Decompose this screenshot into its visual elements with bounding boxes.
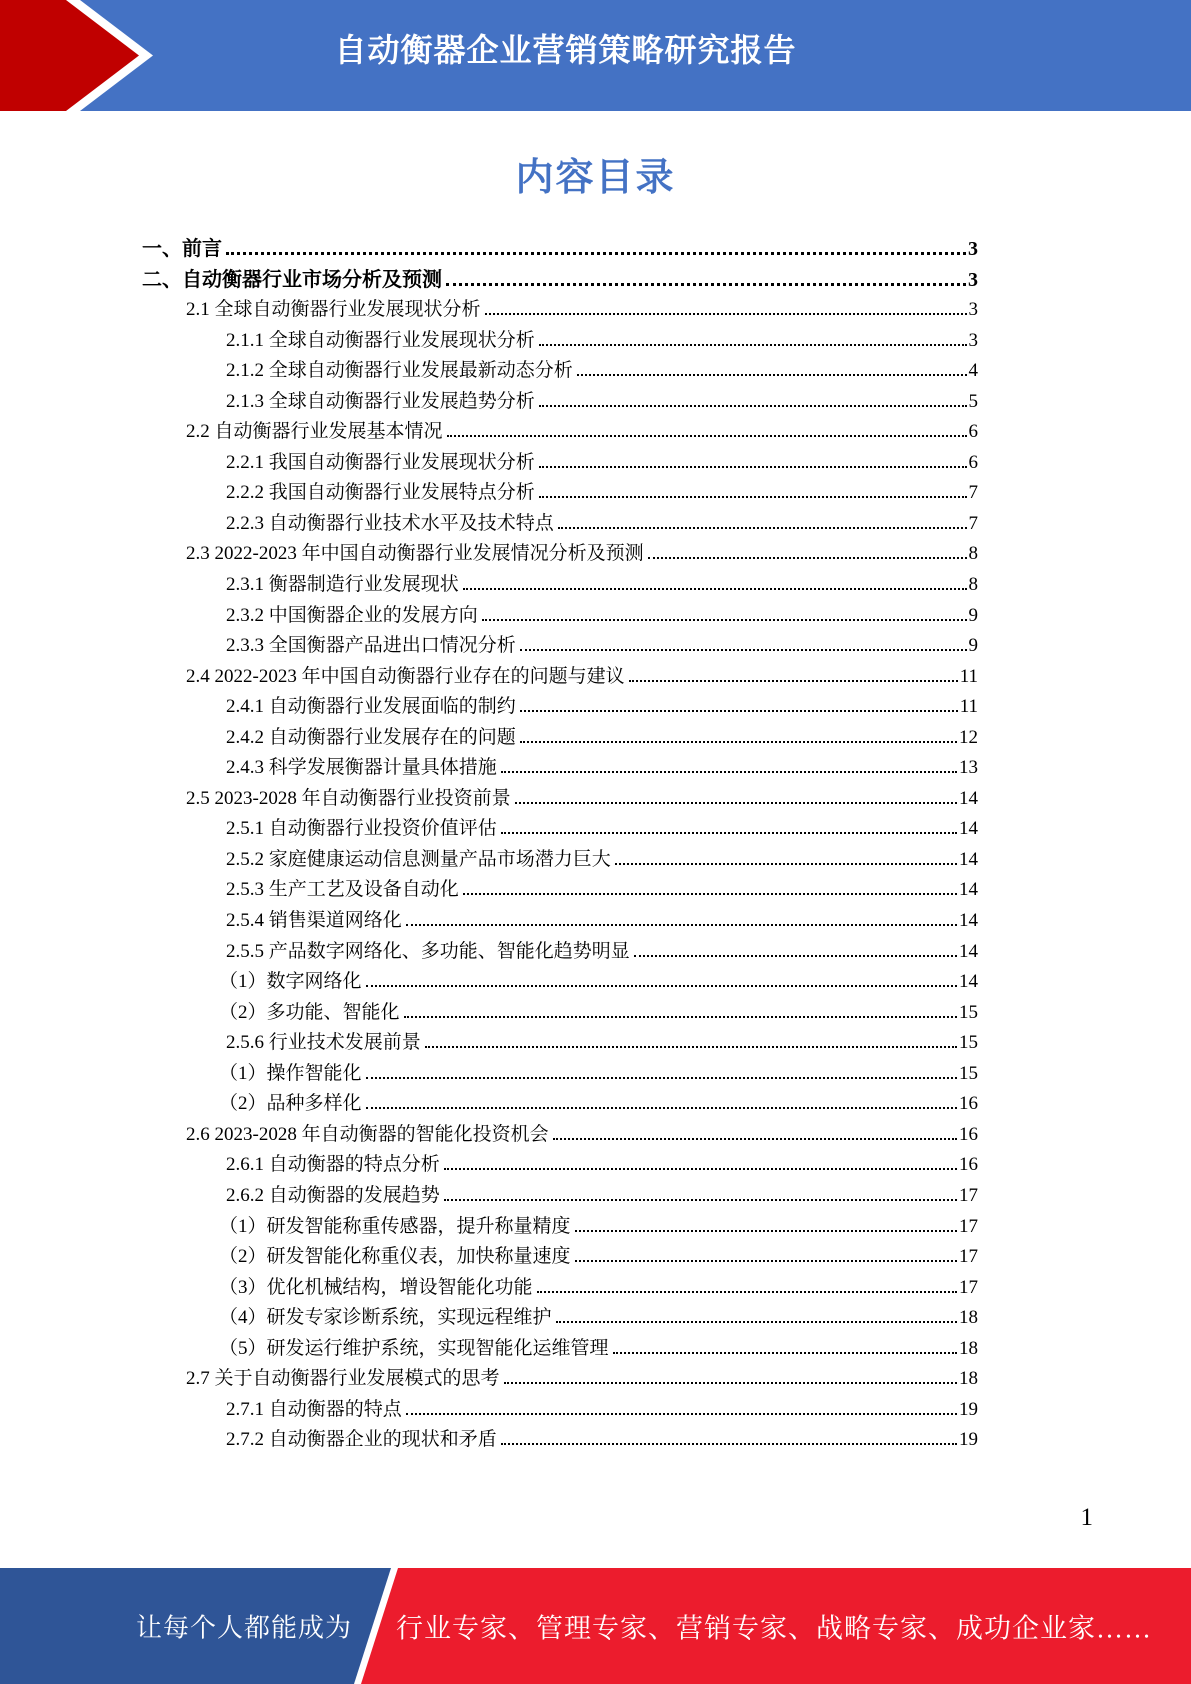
toc-entry[interactable] (142, 356, 978, 387)
toc-leader-dots (558, 527, 967, 529)
toc-entry[interactable] (142, 1303, 978, 1334)
toc-entry[interactable] (142, 1028, 978, 1059)
toc-entry[interactable] (142, 539, 978, 570)
toc-entry-label: 2.4.2 自动衡器行业发展存在的问题 (226, 726, 516, 748)
toc-entry[interactable] (142, 326, 978, 357)
toc-page-number: 18 (959, 1368, 978, 1390)
toc-leader-dots (482, 619, 967, 621)
toc-page-number: 7 (968, 482, 978, 504)
toc-entry-label: 2.1.1 全球自动衡器行业发展现状分析 (226, 329, 535, 351)
toc-entry[interactable] (142, 1212, 978, 1243)
toc-entry-label: 2.2.1 我国自动衡器行业发展现状分析 (226, 451, 535, 473)
toc-page-number: 8 (968, 543, 978, 565)
toc-leader-dots (404, 1016, 957, 1018)
toc-page-number: 9 (968, 635, 978, 657)
toc-entry[interactable] (142, 478, 978, 509)
toc-entry[interactable] (142, 265, 978, 296)
footer-slogan-left: 让每个人都能成为 (135, 1613, 352, 1643)
toc-page-number: 6 (968, 451, 978, 473)
toc-entry-label: （2）品种多样化 (219, 1093, 362, 1115)
toc-page-number: 14 (959, 910, 978, 932)
toc-page-number: 17 (959, 1184, 978, 1206)
toc-page-number: 8 (968, 574, 978, 596)
toc-entry[interactable] (142, 1089, 978, 1120)
toc-entry[interactable] (142, 417, 978, 448)
toc-page-number: 6 (968, 421, 978, 443)
toc-page-number: 15 (959, 1032, 978, 1054)
toc-leader-dots (485, 313, 967, 315)
toc-title: 内容目录 (515, 157, 676, 199)
toc-leader-dots (406, 924, 957, 926)
toc-entry[interactable] (142, 448, 978, 479)
toc-entry-label: 2.5.2 家庭健康运动信息测量产品市场潜力巨大 (226, 848, 611, 870)
toc-page-number: 7 (968, 512, 978, 534)
toc-page-number: 16 (959, 1123, 978, 1145)
toc-entry-label: 2.5.6 行业技术发展前景 (226, 1032, 421, 1054)
toc-page-number: 14 (959, 848, 978, 870)
toc-page-number: 13 (959, 757, 978, 779)
toc-entry[interactable] (142, 906, 978, 937)
toc-leader-dots (366, 1107, 957, 1109)
toc-entry[interactable] (142, 234, 978, 265)
toc-leader-dots (366, 985, 957, 987)
toc-entry-label: 2.7.2 自动衡器企业的现状和矛盾 (226, 1429, 497, 1451)
toc-leader-dots (501, 771, 957, 773)
toc-page-number: 3 (968, 299, 978, 321)
toc-leader-dots (539, 466, 967, 468)
toc-leader-dots (444, 1168, 957, 1170)
toc-leader-dots (504, 1382, 957, 1384)
toc-entry-label: 2.6.2 自动衡器的发展趋势 (226, 1184, 440, 1206)
toc-page-number: 12 (959, 726, 978, 748)
toc-leader-dots (648, 557, 967, 559)
toc-leader-dots (520, 649, 967, 651)
toc-entry-label: 2.1 全球自动衡器行业发展现状分析 (186, 299, 481, 321)
toc-leader-dots (425, 1046, 957, 1048)
toc-entry[interactable] (142, 1120, 978, 1151)
toc-page-number: 9 (968, 604, 978, 626)
toc-entry-label: 2.3.2 中国衡器企业的发展方向 (226, 604, 478, 626)
toc-page-number: 11 (959, 696, 978, 718)
toc-entry[interactable] (142, 875, 978, 906)
toc-leader-dots (446, 283, 966, 286)
toc-entry-label: 2.4 2022-2023 年中国自动衡器行业存在的问题与建议 (186, 665, 625, 687)
toc-entry-label: （1）研发智能称重传感器，提升称量精度 (219, 1215, 571, 1237)
toc-entry[interactable] (142, 1273, 978, 1304)
toc-page-number: 4 (968, 360, 978, 382)
toc-leader-dots (226, 252, 966, 255)
toc-entry-label: 2.3 2022-2023 年中国自动衡器行业发展情况分析及预测 (186, 543, 644, 565)
toc-leader-dots (515, 802, 957, 804)
toc-leader-dots (575, 1230, 957, 1232)
toc-entry[interactable] (142, 295, 978, 326)
toc-page-number: 17 (959, 1276, 978, 1298)
toc-entry[interactable] (142, 998, 978, 1029)
toc-entry[interactable] (142, 1150, 978, 1181)
toc-entry[interactable] (142, 1364, 978, 1395)
report-title: 自动衡器企业营销策略研究报告 (334, 31, 797, 68)
red-arrow-icon (0, 0, 160, 111)
toc-leader-dots (463, 893, 957, 895)
toc-leader-dots (629, 680, 958, 682)
toc-entry-label: （1）数字网络化 (219, 971, 362, 993)
toc-page-number: 3 (968, 268, 978, 291)
toc-entry[interactable] (142, 601, 978, 632)
toc-page-number: 18 (959, 1337, 978, 1359)
toc-entry-label: 2.5.1 自动衡器行业投资价值评估 (226, 818, 497, 840)
toc-entry-label: 2.2 自动衡器行业发展基本情况 (186, 421, 443, 443)
toc-page-number: 14 (959, 940, 978, 962)
toc-leader-dots (447, 435, 967, 437)
toc-entry[interactable] (142, 723, 978, 754)
toc-entry[interactable] (142, 814, 978, 845)
toc-entry-label: 2.1.2 全球自动衡器行业发展最新动态分析 (226, 360, 573, 382)
toc-entry-label: 二、自动衡器行业市场分析及预测 (142, 268, 442, 291)
toc-entry-label: （2）研发智能化称重仪表，加快称量速度 (219, 1246, 571, 1268)
toc-page-number: 15 (959, 1001, 978, 1023)
toc-leader-dots (520, 710, 958, 712)
toc-entry[interactable] (142, 387, 978, 418)
toc-entry-label: 2.3.1 衡器制造行业发展现状 (226, 574, 459, 596)
toc-leader-dots (577, 374, 967, 376)
toc-entry-label: 2.1.3 全球自动衡器行业发展趋势分析 (226, 390, 535, 412)
toc-entry[interactable] (142, 1181, 978, 1212)
toc-leader-dots (444, 1199, 957, 1201)
toc-entry[interactable] (142, 845, 978, 876)
toc-entry-label: 2.4.1 自动衡器行业发展面临的制约 (226, 696, 516, 718)
toc-leader-dots (539, 405, 967, 407)
toc-entry-label: 2.5.3 生产工艺及设备自动化 (226, 879, 459, 901)
toc-page-number: 3 (968, 329, 978, 351)
toc-leader-dots (553, 1138, 957, 1140)
toc-leader-dots (575, 1260, 957, 1262)
toc-entry[interactable] (142, 784, 978, 815)
toc-leader-dots (556, 1321, 957, 1323)
toc-leader-dots (539, 496, 967, 498)
toc-leader-dots (537, 1291, 957, 1293)
toc-page-number: 16 (959, 1154, 978, 1176)
toc-list (142, 234, 978, 1456)
toc-entry[interactable] (142, 1334, 978, 1365)
toc-leader-dots (539, 344, 967, 346)
toc-entry-label: 2.7 关于自动衡器行业发展模式的思考 (186, 1368, 500, 1390)
toc-page-number: 14 (959, 818, 978, 840)
toc-entry-label: （3）优化机械结构，增设智能化功能 (219, 1276, 533, 1298)
toc-entry[interactable] (142, 937, 978, 968)
toc-entry-label: 2.4.3 科学发展衡器计量具体措施 (226, 757, 497, 779)
toc-entry-label: 2.7.1 自动衡器的特点 (226, 1398, 402, 1420)
toc-entry[interactable] (142, 509, 978, 540)
toc-page-number: 19 (959, 1398, 978, 1420)
toc-leader-dots (634, 955, 957, 957)
toc-entry[interactable] (142, 692, 978, 723)
toc-entry-label: 2.5 2023-2028 年自动衡器行业投资前景 (186, 787, 511, 809)
toc-leader-dots (615, 863, 957, 865)
toc-entry-label: （5）研发运行维护系统，实现智能化运维管理 (219, 1337, 609, 1359)
toc-entry[interactable] (142, 967, 978, 998)
toc-entry[interactable] (142, 570, 978, 601)
toc-entry-label: （4）研发专家诊断系统，实现远程维护 (219, 1307, 552, 1329)
toc-entry-label: 2.6.1 自动衡器的特点分析 (226, 1154, 440, 1176)
toc-page-number: 16 (959, 1093, 978, 1115)
toc-leader-dots (613, 1352, 957, 1354)
toc-entry[interactable] (142, 1395, 978, 1426)
toc-entry[interactable] (142, 1425, 978, 1456)
toc-entry-label: 2.2.3 自动衡器行业技术水平及技术特点 (226, 512, 554, 534)
toc-entry-label: （2）多功能、智能化 (219, 1001, 400, 1023)
toc-page-number: 14 (959, 787, 978, 809)
footer-slogan-right: 行业专家、管理专家、营销专家、战略专家、成功企业家…… (396, 1613, 1152, 1644)
toc-leader-dots (406, 1413, 957, 1415)
toc-entry[interactable] (142, 753, 978, 784)
toc-entry-label: （1）操作智能化 (219, 1062, 362, 1084)
toc-page-number: 15 (959, 1062, 978, 1084)
toc-page-number: 3 (968, 238, 978, 260)
toc-entry-label: 2.3.3 全国衡器产品进出口情况分析 (226, 635, 516, 657)
toc-entry[interactable] (142, 631, 978, 662)
toc-page-number: 17 (959, 1215, 978, 1237)
toc-leader-dots (501, 832, 957, 834)
toc-entry-label: 2.5.4 销售渠道网络化 (226, 910, 402, 932)
toc-page-number: 5 (968, 390, 978, 412)
toc-entry-label: 2.6 2023-2028 年自动衡器的智能化投资机会 (186, 1123, 549, 1145)
toc-entry[interactable] (142, 1242, 978, 1273)
page-number: 1 (1080, 1504, 1093, 1531)
toc-page-number: 17 (959, 1246, 978, 1268)
footer-banner (0, 1568, 1191, 1684)
toc-entry-label: 2.5.5 产品数字网络化、多功能、智能化趋势明显 (226, 940, 630, 962)
toc-leader-dots (501, 1443, 957, 1445)
toc-page-number: 14 (959, 971, 978, 993)
header-banner (0, 0, 1191, 111)
toc-entry[interactable] (142, 662, 978, 693)
toc-entry-label: 2.2.2 我国自动衡器行业发展特点分析 (226, 482, 535, 504)
toc-leader-dots (463, 588, 967, 590)
toc-page-number: 19 (959, 1429, 978, 1451)
toc-leader-dots (520, 741, 957, 743)
toc-entry[interactable] (142, 1059, 978, 1090)
toc-leader-dots (366, 1077, 957, 1079)
toc-page-number: 18 (959, 1307, 978, 1329)
toc-page-number: 11 (959, 665, 978, 687)
toc-entry-label: 一、前言 (142, 238, 222, 260)
toc-page-number: 14 (959, 879, 978, 901)
